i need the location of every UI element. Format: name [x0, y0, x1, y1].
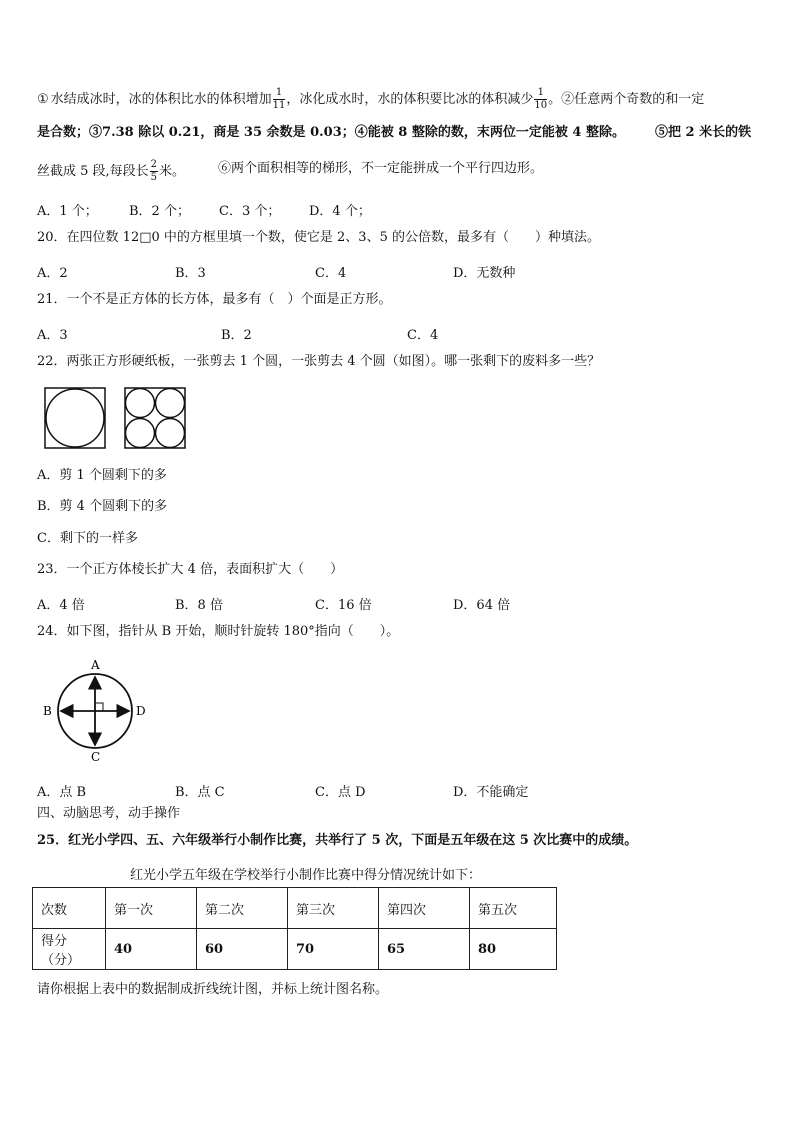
q19-text: 丝截成 5 段,每段长 [37, 164, 149, 179]
option-c[interactable]: C．3 个； [219, 204, 281, 219]
q19-text: 米。 [159, 164, 186, 179]
table-caption: 红光小学五年级在学校举行小制作比赛中得分情况统计如下： [130, 868, 482, 883]
q25-instruction: 请你根据上表中的数据制成折线统计图，并标上统计图名称。 [37, 982, 389, 997]
table-cell: 次数 [33, 888, 106, 929]
option-a[interactable]: A．点 B [37, 785, 87, 800]
q23-question: 23．一个正方体棱长扩大 4 倍，表面积扩大（ ） [37, 562, 344, 577]
small-circle [156, 389, 185, 418]
small-circle [156, 419, 185, 448]
q22-question: 22．两张正方形硬纸板，一张剪去 1 个圆，一张剪去 4 个圆（如图）。哪一张剩下的废料多一些？ [37, 354, 601, 369]
q19-text: 把 2 米长的铁 [668, 125, 752, 140]
fraction-1-10: $\frac{1}{10}$ [534, 87, 548, 111]
option-b[interactable]: B．点 C [175, 785, 225, 800]
score-table [32, 887, 557, 970]
right-angle-mark [95, 703, 103, 711]
option-b[interactable]: B．剪 4 个圆剩下的多 [37, 499, 168, 514]
q19-line-2b [655, 126, 751, 139]
q22-figure [40, 386, 190, 450]
marker-2: ② [561, 92, 575, 107]
small-circle [126, 389, 155, 418]
option-b[interactable]: B．2 个； [129, 204, 190, 219]
q19-text: 两个面积相等的梯形，不一定能拼成一个平行四边形。 [231, 161, 544, 176]
q19-text: 水结成冰时，冰的体积比水的体积增加 [50, 92, 272, 107]
table-row [33, 929, 557, 970]
q19-text: 能被 8 整除的数，末两位一定能被 4 整除。 [367, 125, 625, 140]
table-cell: 第二次 [197, 888, 288, 929]
table-cell: 70 [288, 929, 379, 970]
table-header-row [33, 888, 557, 929]
big-circle [46, 389, 104, 447]
option-b[interactable]: B．8 倍 [175, 598, 223, 613]
option-d[interactable]: D．不能确定 [453, 785, 529, 800]
q19-line-3 [37, 160, 185, 183]
table-cell: 65 [379, 929, 470, 970]
table-cell: 第三次 [288, 888, 379, 929]
small-circle [126, 419, 155, 448]
dial-label-a: A [91, 658, 100, 672]
marker-3: ③ [89, 125, 103, 140]
q24-dial-figure [38, 655, 158, 767]
q19-line-3b [218, 162, 543, 175]
option-c[interactable]: C．4 [315, 266, 347, 281]
q19-text: 。 [548, 92, 562, 107]
option-a[interactable]: A．4 倍 [37, 598, 85, 613]
table-cell: 第四次 [379, 888, 470, 929]
table-cell: 第五次 [470, 888, 557, 929]
q19-text: 7.38 除以 0.21，商是 35 余数是 0.03； [102, 125, 355, 140]
marker-6: ⑥ [218, 161, 232, 176]
section-title: 四、动脑思考，动手操作 [37, 806, 181, 821]
q19-text: ，冰化成水时，水的体积要比冰的体积减少 [286, 92, 534, 107]
table-cell: 40 [106, 929, 197, 970]
option-c[interactable]: C．点 D [315, 785, 366, 800]
q20-question: 20．在四位数 12□0 中的方框里填一个数，使它是 2、3、5 的公倍数，最多有（ ）种填法。 [37, 230, 600, 245]
option-c[interactable]: C．4 [407, 328, 439, 343]
option-c[interactable]: C．剩下的一样多 [37, 531, 138, 546]
option-c[interactable]: C．16 倍 [315, 598, 372, 613]
marker-4: ④ [354, 125, 368, 140]
marker-1: ① [37, 91, 49, 107]
option-d[interactable]: D．无数种 [453, 266, 516, 281]
fraction-2-5: $\frac{2}{5}$ [150, 159, 158, 183]
option-a[interactable]: A．1 个； [37, 204, 98, 219]
option-b[interactable]: B．2 [221, 328, 252, 343]
table-cell: 得分（分） [33, 929, 106, 970]
q25-question: 25．红光小学四、五、六年级举行小制作比赛，共举行了 5 次，下面是五年级在这 5 次比赛中的成绩。 [37, 833, 638, 848]
square-four-circles [125, 388, 185, 448]
dial-label-c: C [91, 750, 101, 764]
table-cell: 第一次 [106, 888, 197, 929]
dial-label-d: D [136, 704, 146, 718]
option-a[interactable]: A．3 [37, 328, 68, 343]
option-d[interactable]: D．64 倍 [453, 598, 511, 613]
table-cell: 60 [197, 929, 288, 970]
option-a[interactable]: A．剪 1 个圆剩下的多 [37, 468, 167, 483]
q19-text: 任意两个奇数的和一定 [574, 92, 705, 107]
fraction-1-11: $\frac{1}{11}$ [272, 87, 286, 111]
option-a[interactable]: A．2 [37, 266, 68, 281]
dial-label-b: B [43, 704, 52, 718]
option-d[interactable]: D．4 个； [309, 204, 371, 219]
q21-question: 21．一个不是正方体的长方体，最多有（ ）个面是正方形。 [37, 292, 392, 307]
table-cell: 80 [470, 929, 557, 970]
q24-question: 24．如下图，指针从 B 开始，顺时针旋转 180°指向（ ）。 [37, 624, 400, 639]
q19-text: 是合数； [37, 125, 90, 140]
q19-line-2 [37, 126, 625, 139]
option-b[interactable]: B．3 [175, 266, 206, 281]
q19-line-1 [37, 88, 704, 111]
marker-5: ⑤ [655, 125, 669, 140]
